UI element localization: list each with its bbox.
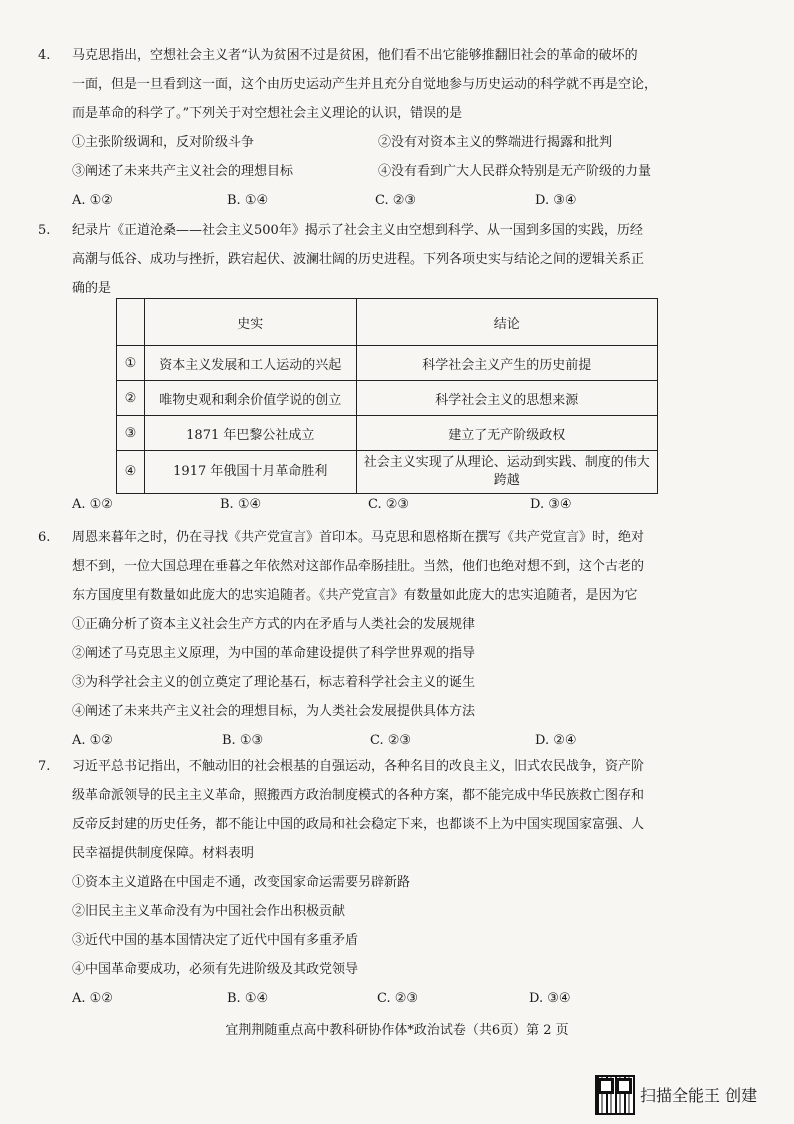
question-number: 6. (38, 530, 51, 545)
statement-option: ②旧民主主义革命没有为中国社会作出积极贡献 (72, 904, 346, 919)
page-footer: 宜荆荆随重点高中教科研协作体*政治试卷（共6页）第 2 页 (225, 1023, 569, 1038)
statement-option: ④阐述了未来共产主义社会的理想目标，为人类社会发展提供具体方法 (72, 704, 476, 719)
statement-option: ④中国革命要成功，必须有先进阶级及其政党领导 (72, 962, 359, 977)
statement-option: ③近代中国的基本国情决定了近代中国有多重矛盾 (72, 933, 359, 948)
choice-b[interactable]: B. ①④ (227, 193, 269, 208)
choice-d[interactable]: D. ②④ (535, 733, 577, 748)
question-number: 5. (38, 223, 51, 238)
statement-option: ②没有对资本主义的弊端进行揭露和批判 (378, 135, 613, 150)
row-conclusion: 建立了无产阶级政权 (356, 416, 657, 451)
statement-option: ④没有看到广大人民群众特别是无产阶级的力量 (378, 164, 652, 179)
answer-choices (72, 984, 692, 1013)
question-stem-line: 纪录片《正道沧桑——社会主义500年》揭示了社会主义由空想到科学、从一国到多国的实践，历经 (72, 223, 643, 238)
question-4 (38, 41, 692, 215)
statement-row (72, 157, 692, 186)
statement-row (72, 128, 692, 157)
choice-d[interactable]: D. ③④ (535, 193, 577, 208)
table-header-index (117, 299, 145, 346)
question-stem-line: 一面，但是一旦看到这一面，这个由历史运动产生并且充分自觉地参与历史运动的科学就不再是空论， (72, 77, 658, 92)
answer-choices (72, 726, 692, 755)
question-stem-line: 想不到，一位大国总理在垂暮之年依然对这部作品牵肠挂肚。当然，他们也绝对想不到，这个古老的 (72, 559, 645, 574)
choice-d[interactable]: D. ③④ (530, 497, 572, 512)
answer-choices (72, 186, 692, 215)
statement-option: ①资本主义道路在中国走不通，改变国家命运需要另辟新路 (72, 875, 411, 890)
row-fact: 1917 年俄国十月革命胜利 (144, 451, 356, 494)
statement-option: ③阐述了未来共产主义社会的理想目标 (72, 164, 294, 179)
row-index: ② (117, 381, 145, 416)
question-stem-line: 马克思指出，空想社会主义者“认为贫困不过是贫困，他们看不出它能够推翻旧社会的革命的破坏的 (72, 48, 638, 63)
choice-c[interactable]: C. ②③ (370, 733, 412, 748)
choice-c[interactable]: C. ②③ (368, 497, 410, 512)
question-stem-line: 级革命派领导的民主主义革命，照搬西方政治制度模式的各种方案，都不能完成中华民族救亡图存和 (72, 788, 645, 803)
row-conclusion: 科学社会主义产生的历史前提 (356, 346, 657, 381)
choice-b[interactable]: B. ①④ (220, 497, 262, 512)
table-row (117, 346, 658, 381)
question-number: 7. (38, 759, 51, 774)
table-row (117, 381, 658, 416)
row-index: ④ (117, 451, 145, 494)
row-fact: 资本主义发展和工人运动的兴起 (144, 346, 356, 381)
row-conclusion: 社会主义实现了从理论、运动到实践、制度的伟大跨越 (356, 451, 657, 494)
row-fact: 唯物史观和剩余价值学说的创立 (144, 381, 356, 416)
choice-c[interactable]: C. ②③ (375, 193, 417, 208)
table-row (117, 416, 658, 451)
choice-b[interactable]: B. ①③ (222, 733, 264, 748)
question-stem-line: 周恩来暮年之时，仍在寻找《共产党宣言》首印本。马克思和恩格斯在撰写《共产党宣言》时，绝对 (72, 530, 645, 545)
choice-a[interactable]: A. ①② (72, 497, 113, 512)
question-stem-line: 东方国度里有数量如此庞大的忠实追随者。《共产党宣言》有数量如此庞大的忠实追随者，是因为它 (72, 588, 638, 603)
question-5 (38, 216, 692, 303)
choice-d[interactable]: D. ③④ (529, 991, 571, 1006)
question-number: 4. (38, 48, 51, 63)
question-5-choices (72, 490, 692, 519)
row-index: ① (117, 346, 145, 381)
table-row (117, 451, 658, 494)
statement-option: ②阐述了马克思主义原理，为中国的革命建设提供了科学世界观的指导 (72, 646, 476, 661)
qr-code-icon (595, 1075, 635, 1115)
table-header-row (117, 299, 658, 346)
scanner-watermark: 扫描全能王 创建 (640, 1086, 758, 1105)
question-7 (38, 752, 692, 1013)
question-stem-line: 民幸福提供制度保障。材料表明 (72, 846, 255, 861)
statement-option: ③为科学社会主义的创立奠定了理论基石，标志着科学社会主义的诞生 (72, 675, 476, 690)
row-index: ③ (117, 416, 145, 451)
question-stem-line: 而是革命的科学了。”下列关于对空想社会主义理论的认识，错误的是 (72, 106, 463, 121)
choice-c[interactable]: C. ②③ (377, 991, 419, 1006)
statement-option: ①正确分析了资本主义社会生产方式的内在矛盾与人类社会的发展规律 (72, 617, 476, 632)
row-conclusion: 科学社会主义的思想来源 (356, 381, 657, 416)
question-6 (38, 523, 692, 755)
question-stem-line: 习近平总书记指出，不触动旧的社会根基的自强运动，各种名目的改良主义，旧式农民战争，资产阶 (72, 759, 645, 774)
question-stem-line: 高潮与低谷、成功与挫折，跌宕起伏、波澜壮阔的历史进程。下列各项史实与结论之间的逻辑关系正 (72, 252, 645, 267)
choice-a[interactable]: A. ①② (72, 733, 113, 748)
choice-a[interactable]: A. ①② (72, 193, 113, 208)
answer-choices (72, 490, 692, 519)
choice-b[interactable]: B. ①④ (227, 991, 269, 1006)
fact-conclusion-table (116, 298, 658, 494)
row-fact: 1871 年巴黎公社成立 (144, 416, 356, 451)
table-header-conclusion: 结论 (356, 299, 657, 346)
question-stem-line: 反帝反封建的历史任务，都不能让中国的政局和社会稳定下来，也都谈不上为中国实现国家富强、人 (72, 817, 645, 832)
question-stem-line: 确的是 (72, 281, 112, 296)
choice-a[interactable]: A. ①② (72, 991, 113, 1006)
statement-option: ①主张阶级调和，反对阶级斗争 (72, 135, 255, 150)
table-header-fact: 史实 (144, 299, 356, 346)
